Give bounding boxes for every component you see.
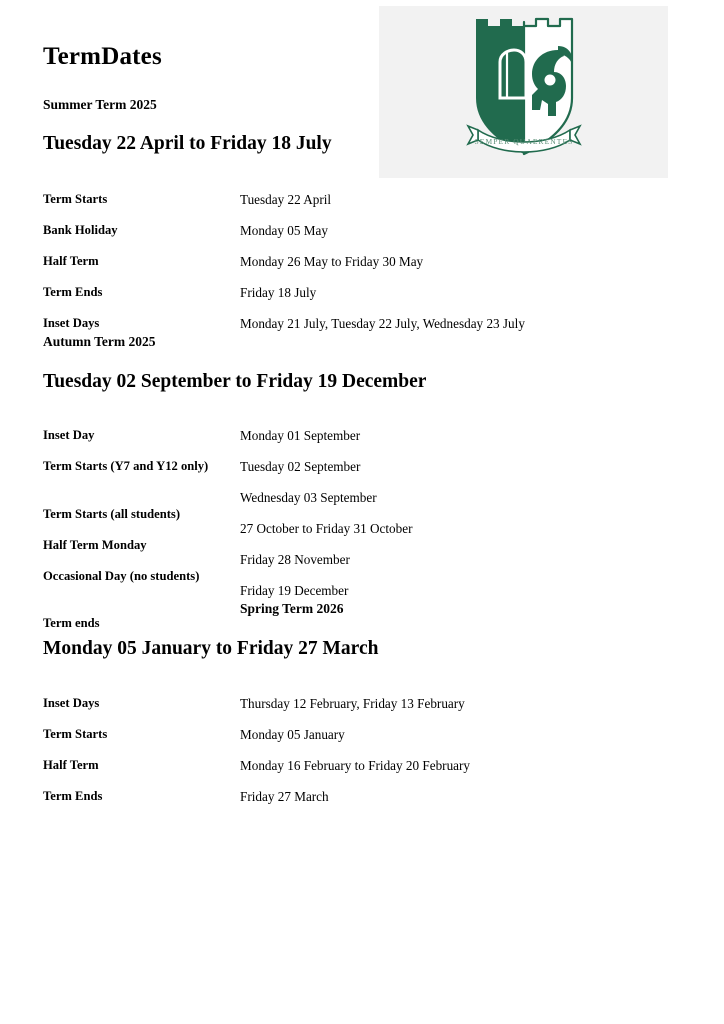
term-value: Monday 21 July, Tuesday 22 July, Wednesday 23 July [240, 316, 525, 331]
term-value: Tuesday 22 April [240, 192, 332, 207]
school-logo-container [379, 6, 668, 178]
term-value: Wednesday 03 September [240, 490, 377, 505]
term-label: Term Starts [43, 192, 108, 206]
term-value: Friday 27 March [240, 789, 329, 804]
term-label: Term ends [43, 616, 100, 630]
term-label: Term Ends [43, 285, 103, 299]
term-value: Monday 01 September [240, 428, 361, 443]
term-name-summer: Summer Term 2025 [43, 97, 157, 112]
term-value: Monday 26 May to Friday 30 May [240, 254, 424, 269]
term-label: Half Term Monday [43, 538, 147, 552]
term-range-summer: Tuesday 22 April to Friday 18 July [43, 133, 332, 154]
term-label: Term Starts (all students) [43, 507, 181, 521]
term-value: Tuesday 02 September [240, 459, 361, 474]
term-value: Friday 28 November [240, 552, 350, 567]
term-value: Thursday 12 February, Friday 13 February [240, 696, 465, 711]
term-range-autumn: Tuesday 02 September to Friday 19 December [43, 371, 427, 392]
term-value: Monday 05 January [240, 727, 345, 742]
term-name-autumn: Autumn Term 2025 [43, 334, 156, 349]
term-label: Inset Days [43, 316, 100, 330]
term-value: 27 October to Friday 31 October [240, 521, 413, 536]
term-label: Occasional Day (no students) [43, 569, 200, 583]
term-name-spring: Spring Term 2026 [240, 601, 344, 616]
term-label: Term Starts (Y7 and Y12 only) [43, 459, 209, 473]
term-label: Bank Holiday [43, 223, 118, 237]
term-value: Friday 19 December [240, 583, 349, 598]
term-value: Monday 16 February to Friday 20 February [240, 758, 471, 773]
term-label: Half Term [43, 254, 99, 268]
motto-text: SEMPER QUAERENTES [474, 137, 573, 146]
term-value: Friday 18 July [240, 285, 317, 300]
term-label: Inset Day [43, 428, 95, 442]
term-label: Half Term [43, 758, 99, 772]
term-range-spring: Monday 05 January to Friday 27 March [43, 638, 379, 659]
term-label: Inset Days [43, 696, 100, 710]
term-label: Term Ends [43, 789, 103, 803]
term-value: Monday 05 May [240, 223, 328, 238]
page-title: TermDates [43, 43, 162, 70]
term-label: Term Starts [43, 727, 108, 741]
school-crest-icon [462, 16, 586, 168]
